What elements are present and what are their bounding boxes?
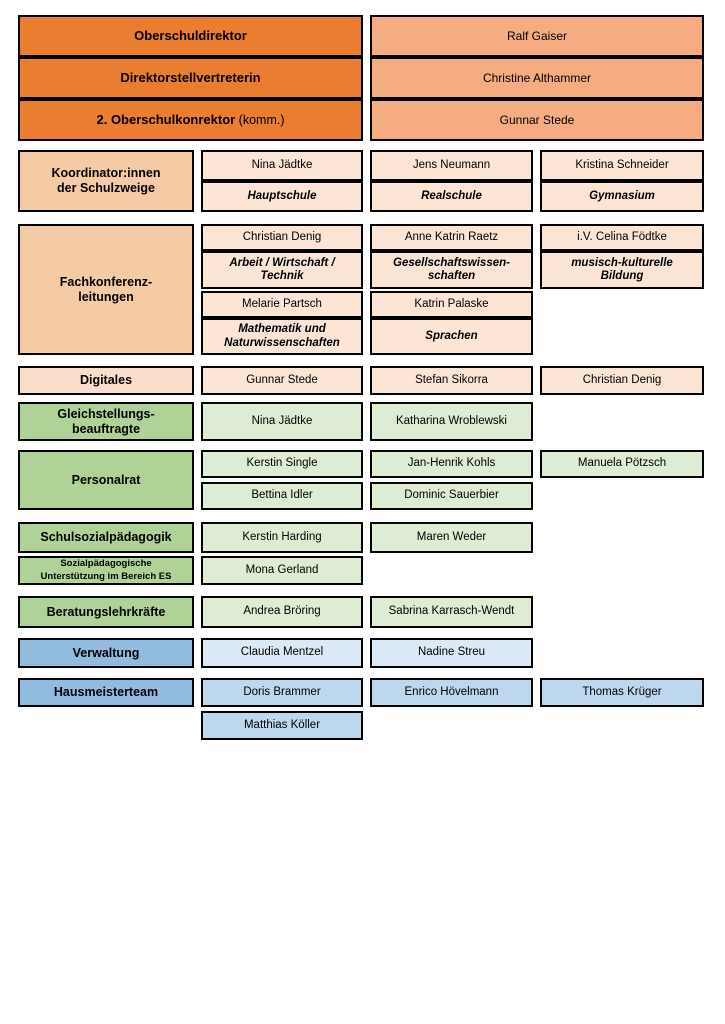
person-name-box: Jens Neumann xyxy=(370,150,533,181)
coordinator-cell xyxy=(201,150,363,212)
role-title: 2. Oberschulkonrektor xyxy=(96,112,236,127)
person-name-box: Matthias Köller xyxy=(201,711,363,740)
person-name-box: Melarie Partsch xyxy=(201,291,363,318)
department-cell xyxy=(370,224,533,289)
section-label: Verwaltung xyxy=(18,638,194,668)
school-branch-box: Realschule xyxy=(370,181,533,212)
person-name-box: Mona Gerland xyxy=(201,556,363,585)
person-name-box: Andrea Bröring xyxy=(201,596,363,628)
person-name-box: Gunnar Stede xyxy=(201,366,363,395)
person-name-box: Nadine Streu xyxy=(370,638,533,668)
department-cell xyxy=(370,291,533,355)
person-name-box: Claudia Mentzel xyxy=(201,638,363,668)
digitales-section xyxy=(18,366,704,395)
department-cell xyxy=(201,291,363,355)
section-label: Personalrat xyxy=(18,450,194,510)
person-name-box: Thomas Krüger xyxy=(540,678,704,707)
leadership-role-box xyxy=(18,99,363,141)
hausmeisterteam-section xyxy=(18,678,704,707)
person-name-box: Manuela Pötzsch xyxy=(540,450,704,478)
fachkonferenzen-section xyxy=(18,224,704,355)
gleichstellung-section xyxy=(18,402,704,441)
school-branch-box: Hauptschule xyxy=(201,181,363,212)
section-label: Koordinator:innen der Schulzweige xyxy=(18,150,194,212)
section-label: Fachkonferenz- leitungen xyxy=(18,224,194,355)
sozialpaedagogische-unterstuetzung-section xyxy=(18,556,704,585)
role-title: Direktorstellvertreterin xyxy=(120,70,261,85)
role-title: Oberschuldirektor xyxy=(134,28,247,43)
subject-box: Arbeit / Wirtschaft / Technik xyxy=(201,251,363,289)
person-name-box: Stefan Sikorra xyxy=(370,366,533,395)
person-name-box: Jan-Henrik Kohls xyxy=(370,450,533,478)
subject-box: Sprachen xyxy=(370,318,533,355)
leadership-role-box xyxy=(18,15,363,57)
person-name-box: i.V. Celina Födtke xyxy=(540,224,704,251)
koordinatoren-section xyxy=(18,150,704,212)
person-name-box: Doris Brammer xyxy=(201,678,363,707)
person-name-box: Kerstin Harding xyxy=(201,522,363,553)
leadership-role-box xyxy=(18,57,363,99)
department-cell xyxy=(540,224,704,289)
person-name-box: Bettina Idler xyxy=(201,482,363,510)
person-name-box: Christian Denig xyxy=(201,224,363,251)
leadership-section xyxy=(18,15,704,141)
coordinator-cell xyxy=(370,150,533,212)
person-name-box: Kerstin Single xyxy=(201,450,363,478)
person-name-box: Katharina Wroblewski xyxy=(370,402,533,441)
person-name-box: Dominic Sauerbier xyxy=(370,482,533,510)
subject-box: musisch-kulturelle Bildung xyxy=(540,251,704,289)
subject-box: Mathematik und Naturwissenschaften xyxy=(201,318,363,355)
section-label: Sozialpädagogische Unterstützung im Bereich ES xyxy=(18,556,194,585)
leadership-role-column xyxy=(18,15,363,141)
person-name-box: Katrin Palaske xyxy=(370,291,533,318)
section-label: Beratungslehrkräfte xyxy=(18,596,194,628)
verwaltung-section xyxy=(18,638,704,668)
subject-box: Gesellschaftswissen- schaften xyxy=(370,251,533,289)
person-name-box: Gunnar Stede xyxy=(370,99,704,141)
school-branch-box: Gymnasium xyxy=(540,181,704,212)
section-label: Gleichstellungs- beauftragte xyxy=(18,402,194,441)
person-name-box: Christian Denig xyxy=(540,366,704,395)
person-name-box: Nina Jädtke xyxy=(201,402,363,441)
coordinator-cell xyxy=(540,150,704,212)
person-name-box: Anne Katrin Raetz xyxy=(370,224,533,251)
person-name-box: Christine Althammer xyxy=(370,57,704,99)
person-name-box: Enrico Hövelmann xyxy=(370,678,533,707)
person-name-box: Maren Weder xyxy=(370,522,533,553)
role-suffix: (komm.) xyxy=(235,113,285,127)
schulsozialpaedagogik-section xyxy=(18,522,704,553)
section-label: Schulsozialpädagogik xyxy=(18,522,194,553)
department-cell xyxy=(201,224,363,289)
personalrat-section xyxy=(18,450,704,510)
person-name-box: Ralf Gaiser xyxy=(370,15,704,57)
section-label: Digitales xyxy=(18,366,194,395)
person-name-box: Kristina Schneider xyxy=(540,150,704,181)
beratungslehrkraefte-section xyxy=(18,596,704,628)
person-name-box: Sabrina Karrasch-Wendt xyxy=(370,596,533,628)
section-label: Hausmeisterteam xyxy=(18,678,194,707)
leadership-name-column xyxy=(370,15,704,141)
person-name-box: Nina Jädtke xyxy=(201,150,363,181)
